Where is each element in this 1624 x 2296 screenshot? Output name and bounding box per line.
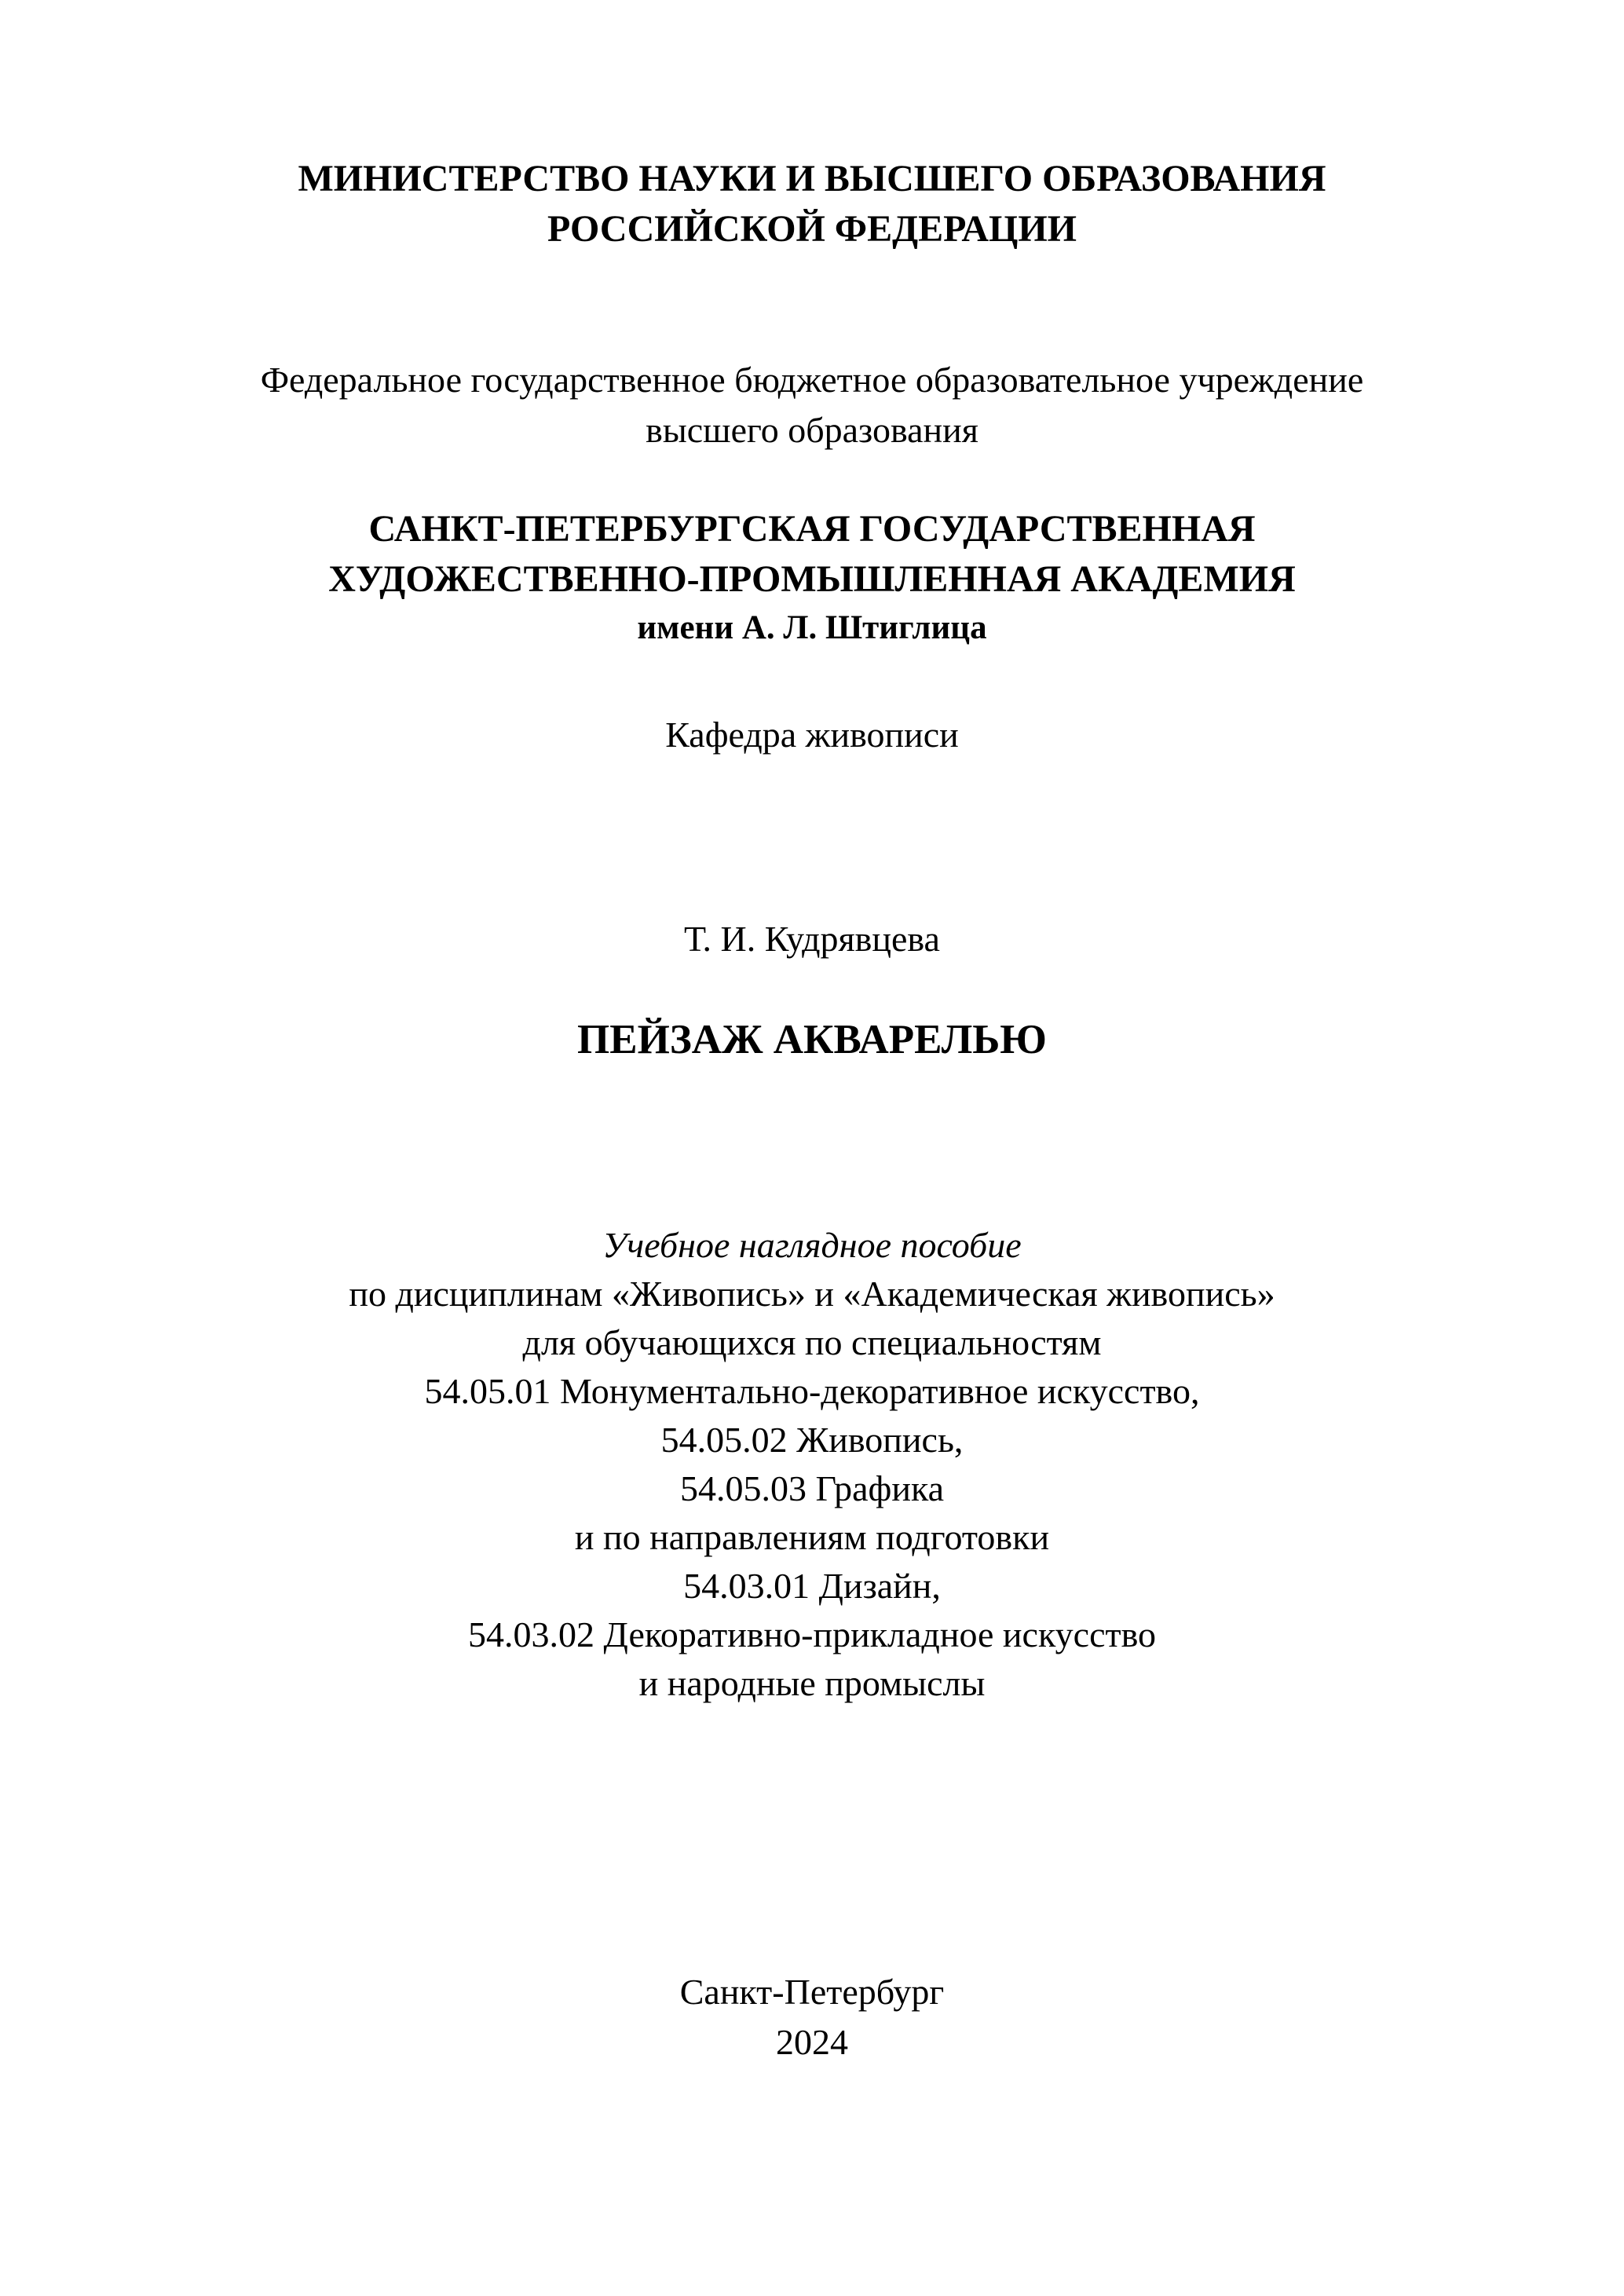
author-name <box>0 914 1624 964</box>
book-title <box>0 1012 1624 1067</box>
purpose-line-8: 54.03.02 Декоративно-прикладное искусство <box>468 1614 1156 1654</box>
purpose-line-3: 54.05.01 Монументально-декоративное искусство, <box>424 1371 1200 1411</box>
purpose-line-1: по дисциплинам «Живопись» и «Академическая живопись» <box>349 1274 1275 1314</box>
department-name <box>0 710 1624 760</box>
department-text: Кафедра живописи <box>665 715 959 755</box>
institution-line-2: высшего образования <box>646 410 978 450</box>
ministry-line-1: МИНИСТЕРСТВО НАУКИ И ВЫСШЕГО ОБРАЗОВАНИЯ <box>298 158 1326 199</box>
purpose-type-label: Учебное наглядное пособие <box>602 1225 1022 1265</box>
purpose-line-4: 54.05.02 Живопись, <box>660 1420 964 1460</box>
academy-line-3: имени А. Л. Штиглица <box>637 609 987 646</box>
purpose-line-2: для обучающихся по специальностям <box>522 1322 1102 1362</box>
institution-line-1: Федеральное государственное бюджетное образовательное учреждение <box>260 360 1364 400</box>
imprint-city: Санкт-Петербург <box>679 1972 945 2012</box>
purpose-line-7: 54.03.01 Дизайн, <box>683 1566 941 1606</box>
imprint <box>0 1967 1624 2067</box>
ministry-line-2: РОССИЙСКОЙ ФЕДЕРАЦИИ <box>547 208 1077 250</box>
academy-line-1: САНКТ-ПЕТЕРБУРГСКАЯ ГОСУДАРСТВЕННАЯ <box>368 508 1256 550</box>
institution-type <box>0 355 1624 455</box>
book-title-text: ПЕЙЗАЖ АКВАРЕЛЬЮ <box>577 1017 1047 1062</box>
imprint-year: 2024 <box>776 2022 848 2062</box>
purpose-line-5: 54.05.03 Графика <box>679 1468 945 1508</box>
academy-line-2: ХУДОЖЕСТВЕННО-ПРОМЫШЛЕННАЯ АКАДЕМИЯ <box>328 558 1296 600</box>
ministry-heading <box>0 154 1624 254</box>
academy-name <box>0 504 1624 652</box>
purpose-line-9: и народные промыслы <box>638 1663 986 1703</box>
author-text: Т. И. Кудрявцева <box>684 919 940 959</box>
purpose-line-6: и по направлениям подготовки <box>574 1517 1050 1557</box>
purpose-description <box>0 1221 1624 1708</box>
